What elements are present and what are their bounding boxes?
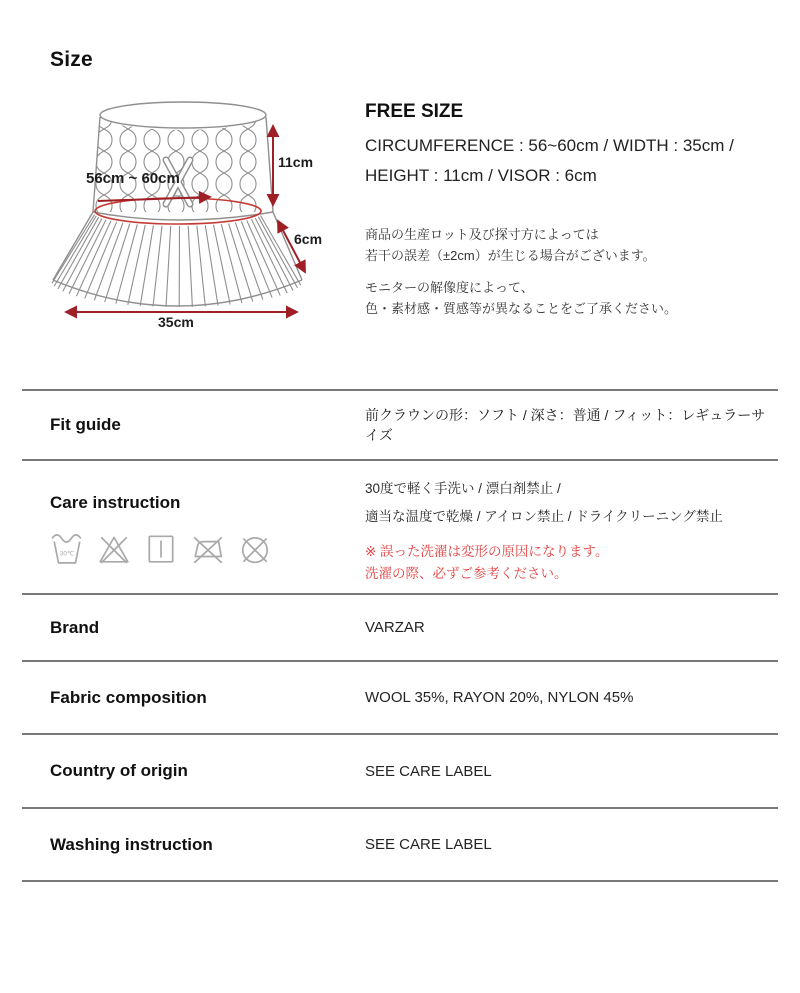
laundry-icons: [50, 529, 365, 567]
hand-wash-30-icon: [50, 529, 84, 567]
table-row-care-instruction: [22, 461, 778, 595]
care-left-cell: [22, 461, 365, 593]
table-row-washing-instruction: [22, 809, 778, 882]
circumference-label: 56cm ~ 60cm: [86, 170, 180, 187]
country-of-origin-label: Country of origin: [50, 761, 188, 780]
fit-guide-value: 前クラウンの形：ソフト / 深さ：普通 / フィット：レギュラーサイズ: [365, 407, 766, 443]
monitor-note-line1: モニターの解像度によって、: [365, 280, 534, 295]
product-details-table: [22, 389, 778, 882]
dimensions-line1: CIRCUMFERENCE : 56~60cm / WIDTH : 35cm /: [365, 136, 734, 155]
care-instruction-label: Care instruction: [50, 493, 181, 512]
washing-instruction-label: Washing instruction: [50, 834, 213, 854]
tolerance-note-line2: 若干の誤差（±2cm）が生じる場合がございます。: [365, 248, 656, 263]
washing-instruction-value: SEE CARE LABEL: [365, 836, 492, 853]
hat-size-diagram: [40, 100, 340, 345]
dimensions-text: [365, 131, 734, 191]
table-row-country-of-origin: [22, 735, 778, 809]
tolerance-note: [365, 224, 656, 266]
care-warning-line2: 洗濯の際、必ずご参考ください。: [365, 566, 568, 581]
care-warning-line1: ※ 誤った洗濯は変形の原因になります。: [365, 544, 609, 559]
height-label: 11cm: [278, 154, 314, 170]
no-iron-icon: [191, 529, 225, 567]
hat-crown-top: [100, 102, 266, 128]
free-size-label: FREE SIZE: [365, 101, 464, 122]
size-section-title: Size: [50, 48, 93, 71]
country-of-origin-value: SEE CARE LABEL: [365, 762, 492, 780]
fabric-composition-label: Fabric composition: [50, 687, 207, 707]
care-text-line1: 30度で軽く手洗い / 漂白剤禁止 /: [365, 481, 561, 496]
visor-label: 6cm: [294, 231, 323, 247]
care-instruction-text: [365, 475, 778, 531]
hand-wash-temp-text: 30℃: [59, 550, 75, 558]
table-row-brand: [22, 595, 778, 662]
drip-dry-icon: [144, 529, 178, 567]
brand-value: VARZAR: [365, 619, 425, 636]
monitor-note: [365, 277, 677, 319]
no-bleach-icon: [97, 529, 131, 567]
width-label: 35cm: [158, 314, 194, 330]
fit-guide-label: Fit guide: [50, 415, 121, 434]
brand-label: Brand: [50, 617, 100, 637]
dimensions-line2: HEIGHT : 11cm / VISOR : 6cm: [365, 166, 597, 185]
bucket-hat-illustration: [40, 100, 340, 345]
table-row-fit-guide: [22, 391, 778, 461]
monitor-note-line2: 色・素材感・質感等が異なることをご了承ください。: [365, 301, 678, 316]
care-text-line2: 適当な温度で乾燥 / アイロン禁止 / ドライクリーニング禁止: [365, 509, 723, 524]
care-right-cell: [365, 461, 778, 593]
table-row-fabric-composition: [22, 662, 778, 735]
fabric-composition-value: WOOL 35%, RAYON 20%, NYLON 45%: [365, 689, 634, 706]
care-warning-text: [365, 541, 778, 585]
no-dry-clean-icon: [238, 529, 272, 567]
tolerance-note-line1: 商品の生産ロット及び探寸方によっては: [365, 227, 599, 242]
size-section: [0, 0, 800, 390]
hat-crown-right-edge: [266, 117, 273, 212]
